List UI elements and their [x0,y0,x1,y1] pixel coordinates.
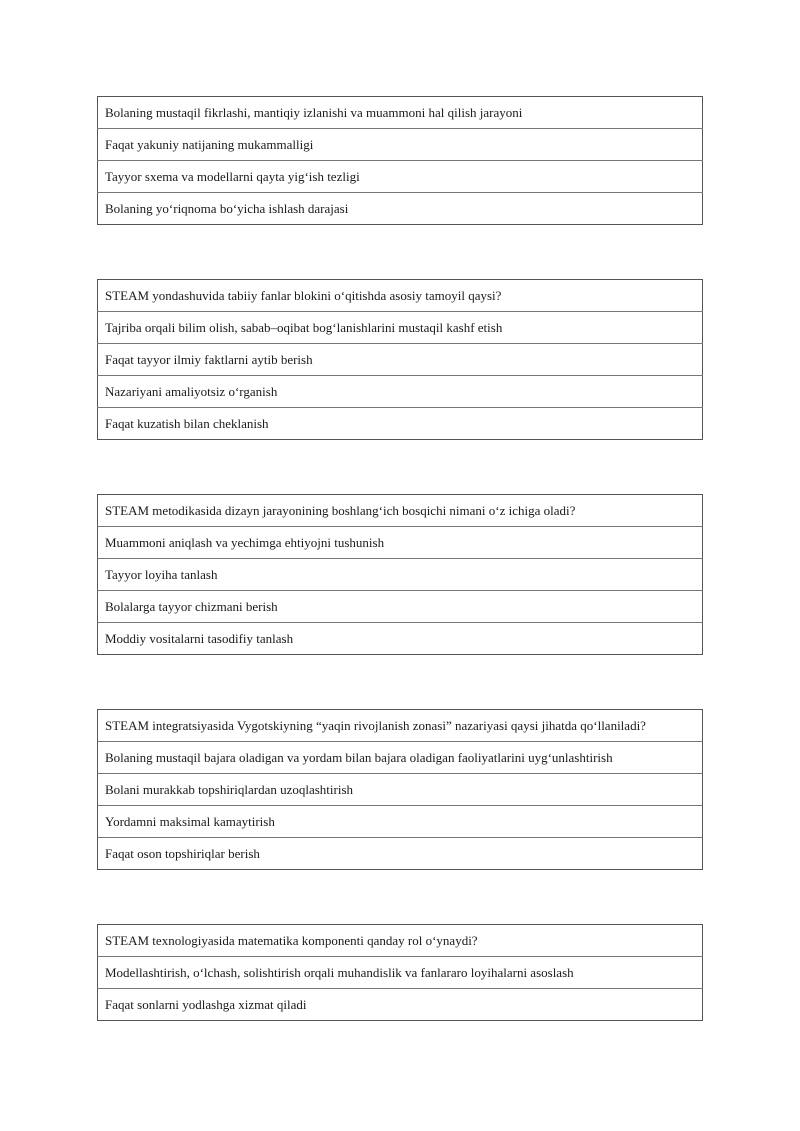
answer-option-row [98,806,703,838]
answer-option-row [98,559,703,591]
option-text: Faqat oson topshiriqlar berish [98,838,703,870]
option-text: Muammoni aniqlash va yechimga ehtiyojni tushunish [98,527,703,559]
option-text: Yordamni maksimal kamaytirish [98,806,703,838]
answer-option-row [98,774,703,806]
question-text: STEAM integratsiyasida Vygotskiyning “yaqin rivojlanish zonasi” nazariyasi qaysi jihatda qo‘llaniladi? [105,718,646,733]
option-text: Bolani murakkab topshiriqlardan uzoqlashtirish [98,774,703,806]
question-block-1 [97,96,703,225]
option-text: Tayyor sxema va modellarni qayta yig‘ish tezligi [98,161,703,193]
question-row [98,280,703,312]
question-row [98,495,703,527]
question-block-4 [97,709,703,870]
answer-option-row [98,989,703,1021]
answer-option-row [98,312,703,344]
option-text: Bolalarga tayyor chizmani berish [98,591,703,623]
answer-option-row [98,742,703,774]
question-row [98,925,703,957]
option-text: Modellashtirish, o‘lchash, solishtirish orqali muhandislik va fanlararo loyihalarni asoslash [98,957,703,989]
answer-option-row [98,193,703,225]
question-block-3 [97,494,703,655]
answer-option-row [98,591,703,623]
option-text: Bolaning mustaqil bajara oladigan va yordam bilan bajara oladigan faoliyatlarini uyg‘unlashtirish [98,742,703,774]
option-text: Faqat yakuniy natijaning mukammalligi [98,129,703,161]
answer-option-row [98,527,703,559]
option-text: Faqat sonlarni yodlashga xizmat qiladi [98,989,703,1021]
question-block-5 [97,924,703,1021]
question-text: STEAM metodikasida dizayn jarayonining boshlang‘ich bosqichi nimani o‘z ichiga oladi? [105,503,576,518]
question-block-2 [97,279,703,440]
answer-option-row [98,408,703,440]
option-text: Tajriba orqali bilim olish, sabab–oqibat bog‘lanishlarini mustaqil kashf etish [98,312,703,344]
answer-option-row [98,161,703,193]
question-text: STEAM yondashuvida tabiiy fanlar blokini o‘qitishda asosiy tamoyil qaysi? [105,288,502,303]
answer-option-row [98,129,703,161]
option-text: Faqat tayyor ilmiy faktlarni aytib berish [98,344,703,376]
answer-option-row [98,376,703,408]
answer-option-row [98,957,703,989]
answer-option-row [98,97,703,129]
option-text: Bolaning mustaqil fikrlashi, mantiqiy izlanishi va muammoni hal qilish jarayoni [105,105,523,120]
option-text: Moddiy vositalarni tasodifiy tanlash [98,623,703,655]
answer-option-row [98,838,703,870]
option-text: Nazariyani amaliyotsiz o‘rganish [98,376,703,408]
option-text: Bolaning yo‘riqnoma bo‘yicha ishlash darajasi [98,193,703,225]
option-text: Faqat kuzatish bilan cheklanish [98,408,703,440]
answer-option-row [98,623,703,655]
answer-option-row [98,344,703,376]
question-row [98,710,703,742]
question-text: STEAM texnologiyasida matematika komponenti qanday rol o‘ynaydi? [105,933,478,948]
option-text: Tayyor loyiha tanlash [98,559,703,591]
